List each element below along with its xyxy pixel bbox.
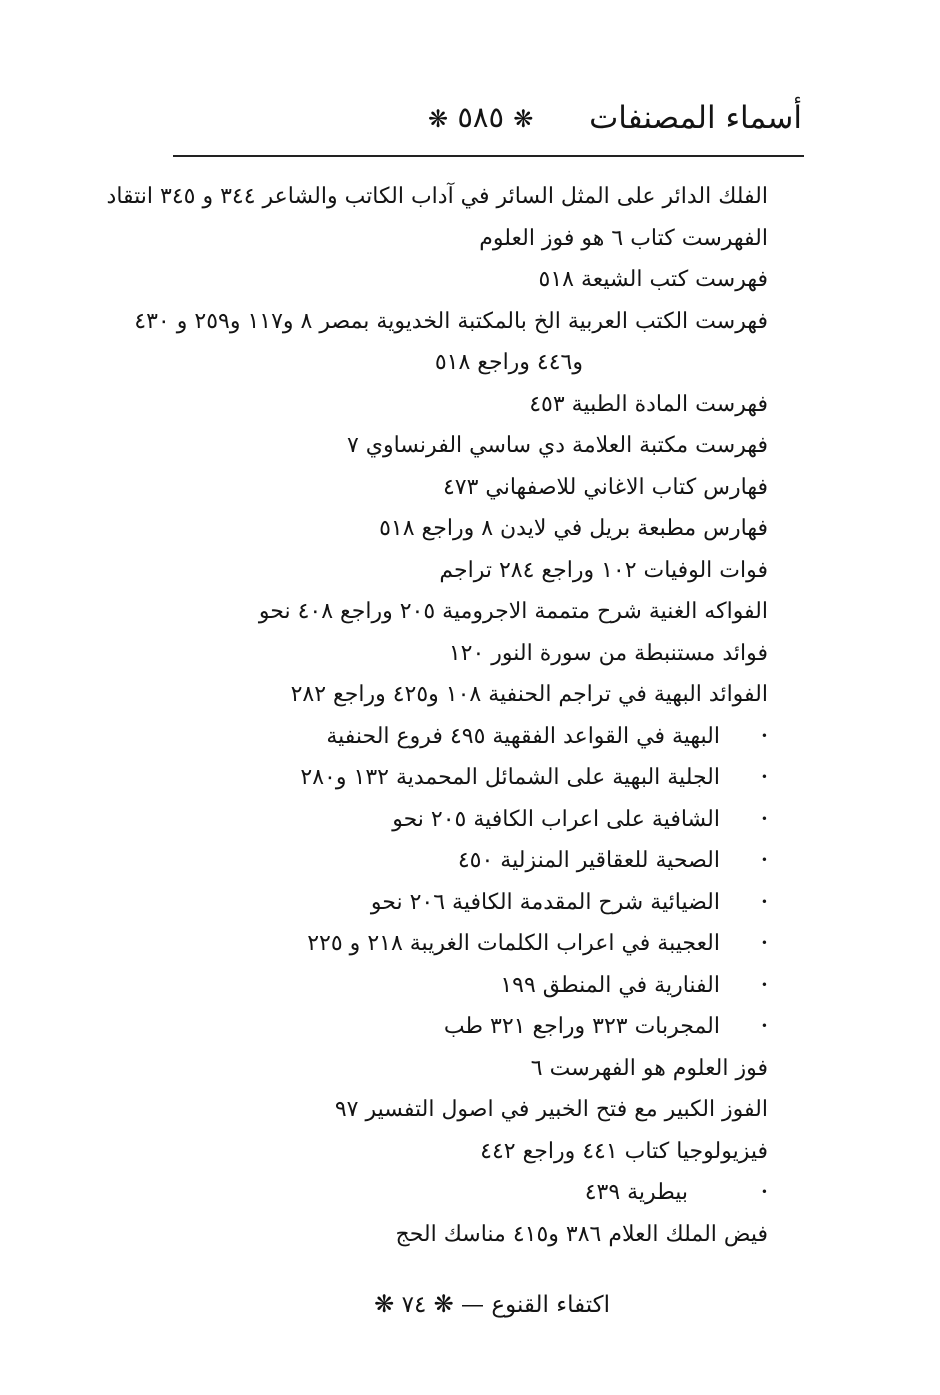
bullet-icon: • <box>760 977 768 992</box>
index-entry-text: المجربات ٣٢٣ وراجع ٣٢١ طب <box>443 1014 720 1039</box>
index-entry-text: الفلك الدائر على المثل السائر في آداب الكاتب والشاعر ٣٤٤ و ٣٤٥ انتقاد <box>106 184 768 209</box>
index-entry-text: فهرست الكتب العربية الخ بالمكتبة الخديوية بمصر ٨ و١١٧ و٢٥٩ و ٤٣٠ <box>134 308 768 334</box>
index-entry-text: الفوز الكبير مع فتح الخبير في اصول التفسير ٩٧ <box>334 1097 768 1122</box>
index-entry <box>168 757 768 799</box>
index-entry-text: الفهرست كتاب ٦ هو فوز العلوم <box>479 225 768 251</box>
bullet-icon: • <box>760 853 768 867</box>
index-entry <box>168 882 768 924</box>
index-entry-text: فهرست كتب الشيعة ٥١٨ <box>538 267 768 292</box>
ornament-icon: ❋ <box>433 1290 454 1318</box>
index-entry-text: فهرست مكتبة العلامة دي ساسي الفرنساوي ٧ <box>346 433 768 458</box>
index-entry-text: فهارس كتاب الاغاني للاصفهاني ٤٧٣ <box>442 474 768 500</box>
bullet-icon: • <box>760 1019 768 1033</box>
page-number-group <box>428 100 533 134</box>
index-entry <box>134 301 768 343</box>
index-entry <box>168 965 768 1007</box>
bullet-icon: • <box>760 770 768 784</box>
index-entry <box>168 716 768 758</box>
header-title: أسماء المصنفات <box>589 100 802 136</box>
index-entry-text: الصحية للعقاقير المنزلية ٤٥٠ <box>457 848 720 873</box>
ornament-icon: ❋ <box>513 105 534 133</box>
index-entry-text: الفنارية في المنطق ١٩٩ <box>500 972 720 998</box>
index-entries <box>106 176 768 1255</box>
index-entry <box>168 218 768 260</box>
index-entry-text: فيض الملك العلام ٣٨٦ و٤١٥ مناسك الحج <box>395 1221 768 1247</box>
index-entry-text: فوائد مستنبطة من سورة النور ١٢٠ <box>448 640 768 666</box>
index-entry <box>168 384 768 426</box>
index-entry-text: الفواكه الغنية شرح متممة الاجرومية ٢٠٥ وراجع ٤٠٨ نحو <box>258 599 768 624</box>
index-entry-text: بيطرية ٤٣٩ <box>584 1180 688 1205</box>
index-entry <box>168 342 768 384</box>
index-entry <box>168 1006 768 1048</box>
index-entry <box>168 1131 768 1173</box>
index-entry <box>168 1048 768 1090</box>
footer-dash: — <box>461 1292 485 1318</box>
index-entry <box>168 550 768 592</box>
index-entry <box>168 1214 768 1256</box>
index-entry <box>168 633 768 675</box>
index-entry-text: فهارس مطبعة بريل في لايدن ٨ وراجع ٥١٨ <box>379 516 768 541</box>
page-footer <box>360 1290 610 1318</box>
index-entry-text: و٤٤٦ وراجع ٥١٨ <box>434 350 583 375</box>
index-entry <box>168 591 768 633</box>
index-entry-text: فيزيولوجيا كتاب ٤٤١ وراجع ٤٤٢ <box>480 1138 768 1164</box>
bullet-icon: • <box>760 811 768 826</box>
bullet-icon: • <box>760 728 768 743</box>
bullet-icon: • <box>760 936 768 950</box>
ornament-icon: ❋ <box>428 105 449 133</box>
index-entry-text: الجلية البهية على الشمائل المحمدية ١٣٢ و٢٨٠ <box>300 765 720 790</box>
index-entry <box>168 467 768 509</box>
index-entry <box>106 176 768 218</box>
page-number: ٥٨٥ <box>457 100 505 134</box>
bullet-icon: • <box>760 894 768 909</box>
index-entry-text: البهية في القواعد الفقهية ٤٩٥ فروع الحنفية <box>326 723 720 749</box>
index-entry-text: الضيائية شرح المقدمة الكافية ٢٠٦ نحو <box>370 889 720 915</box>
index-entry <box>168 1089 768 1131</box>
index-entry <box>168 259 768 301</box>
header-rule <box>173 155 804 157</box>
index-entry-text: فوات الوفيات ١٠٢ وراجع ٢٨٤ تراجم <box>439 557 768 583</box>
index-entry-text: فهرست المادة الطبية ٤٥٣ <box>529 391 768 417</box>
bullet-icon: • <box>760 1185 768 1199</box>
index-entry <box>168 1172 768 1214</box>
footer-title: اكتفاء القنوع <box>491 1292 610 1318</box>
index-entry <box>168 674 768 716</box>
index-entry-text: الفوائد البهية في تراجم الحنفية ١٠٨ و٤٢٥ وراجع ٢٨٢ <box>290 682 768 707</box>
index-entry <box>168 840 768 882</box>
footer-number: ٧٤ <box>401 1292 427 1318</box>
ornament-icon: ❋ <box>374 1290 395 1318</box>
index-entry <box>168 799 768 841</box>
index-entry <box>168 923 768 965</box>
index-entry-text: الشافية على اعراب الكافية ٢٠٥ نحو <box>392 806 720 832</box>
index-entry <box>168 508 768 550</box>
index-entry-text: فوز العلوم هو الفهرست ٦ <box>530 1055 768 1081</box>
running-header <box>170 96 802 146</box>
index-entry <box>168 425 768 467</box>
index-entry-text: العجيبة في اعراب الكلمات الغريبة ٢١٨ و ٢٢٥ <box>307 931 720 956</box>
